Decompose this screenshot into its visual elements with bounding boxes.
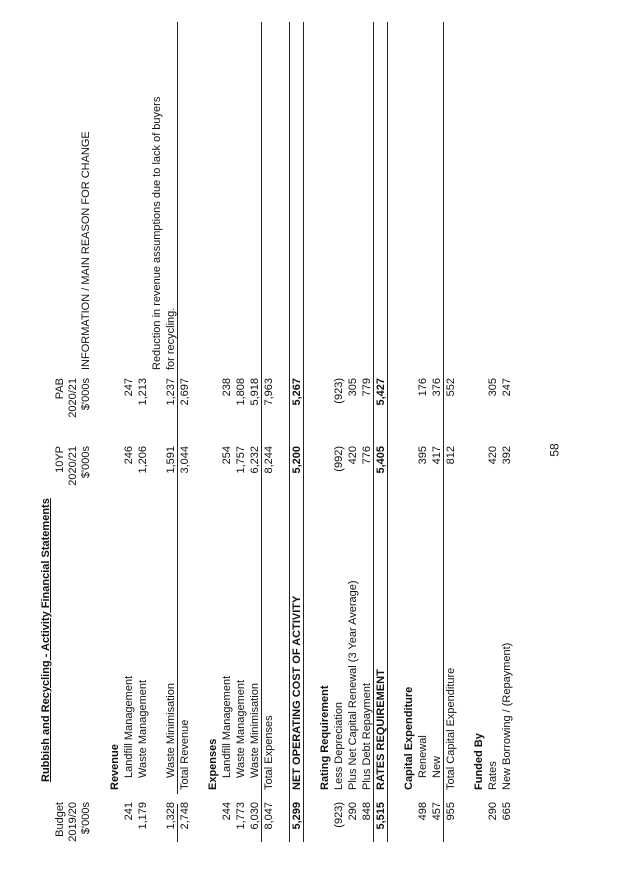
row-label: Total Capital Expenditure — [445, 667, 457, 790]
row-label: Revenue — [109, 744, 121, 790]
table-row — [332, 22, 346, 842]
pab-value: 2,697 — [179, 378, 191, 406]
header-budget-line3: $'000s — [80, 802, 92, 835]
rule-line — [289, 22, 290, 842]
budget-value: 8,047 — [263, 802, 275, 830]
rule-line — [261, 22, 262, 842]
10yp-value: 812 — [445, 446, 457, 465]
table-row — [430, 22, 444, 842]
table-row — [402, 22, 416, 842]
statement-title: Rubbish and Recycling - Activity Financial Statements — [40, 498, 52, 782]
pab-value: 176 — [417, 378, 429, 397]
budget-value: 244 — [221, 802, 233, 821]
row-label: RATES REQUIREMENT — [375, 669, 387, 790]
row-label: Landfill Management — [221, 675, 233, 778]
pab-value: (923) — [333, 378, 345, 404]
10yp-value: 420 — [347, 446, 359, 465]
row-label: Plus Net Capital Renewal (3 Year Average) — [347, 580, 359, 790]
row-label: Funded By — [473, 733, 485, 790]
10yp-value: 395 — [417, 446, 429, 465]
table-row — [346, 22, 360, 842]
rule-line — [177, 372, 178, 492]
table-row — [472, 22, 486, 842]
pab-value: 5,427 — [375, 378, 387, 406]
header-pab-line1: PAB — [54, 378, 66, 400]
budget-value: 290 — [347, 802, 359, 821]
budget-value: 241 — [123, 802, 135, 821]
row-label: Waste Minimisation — [249, 683, 261, 778]
budget-value: 498 — [417, 802, 429, 821]
header-10yp-line3: $'000s — [80, 446, 92, 479]
pab-value: 1,213 — [137, 378, 149, 406]
page-number: 58 — [547, 443, 562, 457]
budget-value: (923) — [333, 802, 345, 828]
table-row — [192, 22, 206, 842]
table-row — [276, 22, 290, 842]
10yp-value: 8,244 — [263, 446, 275, 474]
row-label: Landfill Management — [123, 675, 135, 778]
10yp-value: 1,591 — [165, 446, 177, 474]
pab-value: 305 — [347, 378, 359, 397]
pab-value: 376 — [431, 378, 443, 397]
change-note: for recycling. — [165, 307, 177, 370]
header-pab — [54, 378, 93, 424]
budget-value: 5,515 — [375, 802, 387, 830]
header-10yp — [54, 446, 93, 492]
rotated-statement — [40, 22, 580, 842]
table-row — [458, 22, 472, 842]
row-label: Renewal — [417, 735, 429, 778]
row-label: Waste Management — [235, 679, 247, 778]
table-row — [374, 22, 388, 842]
budget-value: 5,299 — [291, 802, 303, 830]
table-row — [416, 22, 430, 842]
row-label: New Borrowing / (Repayment) — [501, 642, 513, 790]
pab-value: 305 — [487, 378, 499, 397]
row-label: Rating Requirement — [319, 685, 331, 790]
table-row — [248, 22, 262, 842]
table-row — [234, 22, 248, 842]
10yp-value: 5,200 — [291, 446, 303, 474]
header-10yp-line1: 10YP — [54, 446, 66, 473]
table-row — [220, 22, 234, 842]
table-row — [304, 22, 318, 842]
row-label: Capital Expenditure — [403, 686, 415, 790]
row-label: Rates — [487, 761, 499, 790]
header-budget-line2: 2019/20 — [67, 802, 79, 842]
table-row — [262, 22, 276, 842]
10yp-value: 6,232 — [249, 446, 261, 474]
rule-line — [303, 22, 304, 842]
pab-value: 7,963 — [263, 378, 275, 406]
10yp-value: 246 — [123, 446, 135, 465]
10yp-value: 5,405 — [375, 446, 387, 474]
row-label: Total Expenses — [263, 715, 275, 790]
table-row — [318, 22, 332, 842]
rule-line — [177, 22, 178, 372]
budget-value: 848 — [361, 802, 373, 821]
row-label: Waste Management — [137, 679, 149, 778]
row-label: NET OPERATING COST OF ACTIVITY — [291, 595, 303, 790]
rule-line — [373, 22, 374, 842]
budget-value: 665 — [501, 802, 513, 821]
10yp-value: 776 — [361, 446, 373, 465]
10yp-value: 392 — [501, 446, 513, 465]
table-row — [164, 22, 178, 842]
budget-value: 2,748 — [179, 802, 191, 830]
table-row — [122, 22, 136, 842]
header-budget — [54, 802, 93, 842]
row-label: Waste Minimisation — [165, 683, 177, 778]
table-row — [108, 22, 122, 842]
rule-line — [177, 804, 178, 842]
pab-value: 238 — [221, 378, 233, 397]
10yp-value: 1,757 — [235, 446, 247, 474]
budget-value: 1,773 — [235, 802, 247, 830]
table-row — [136, 22, 150, 842]
table-row — [486, 22, 500, 842]
header-10yp-line2: 2020/21 — [67, 446, 79, 486]
budget-value: 457 — [431, 802, 443, 821]
pab-value: 5,918 — [249, 378, 261, 406]
table-row — [290, 22, 304, 842]
table-row — [444, 22, 458, 842]
pab-value: 1,237 — [165, 378, 177, 406]
pab-value: 247 — [501, 378, 513, 397]
header-information: INFORMATION / MAIN REASON FOR CHANGE — [80, 131, 92, 370]
10yp-value: 1,206 — [137, 446, 149, 474]
budget-value: 290 — [487, 802, 499, 821]
10yp-value: (992) — [333, 446, 345, 472]
budget-value: 1,328 — [165, 802, 177, 830]
budget-value: 1,179 — [137, 802, 149, 830]
10yp-value: 254 — [221, 446, 233, 465]
table-row — [150, 22, 164, 842]
10yp-value: 3,044 — [179, 446, 191, 474]
10yp-value: 420 — [487, 446, 499, 465]
budget-value: 955 — [445, 802, 457, 821]
pab-value: 779 — [361, 378, 373, 397]
rule-line — [177, 492, 178, 794]
pab-value: 5,267 — [291, 378, 303, 406]
10yp-value: 417 — [431, 446, 443, 465]
row-label: Plus Debt Repayment — [361, 683, 373, 790]
row-label: Expenses — [207, 738, 219, 790]
table-row — [360, 22, 374, 842]
row-label: New — [431, 755, 443, 778]
table-row — [178, 22, 192, 842]
row-label: Total Revenue — [179, 719, 191, 790]
rule-line — [443, 22, 444, 842]
header-pab-line2: 2020/21 — [67, 378, 79, 418]
pab-value: 1,808 — [235, 378, 247, 406]
table-row — [206, 22, 220, 842]
table-row — [500, 22, 514, 842]
pab-value: 552 — [445, 378, 457, 397]
table-row — [388, 22, 402, 842]
row-label: Less Depreciation — [333, 701, 345, 790]
change-note: Reduction in revenue assumptions due to lack of buyers — [151, 96, 163, 370]
budget-value: 6,030 — [249, 802, 261, 830]
pab-value: 247 — [123, 378, 135, 397]
rule-line — [387, 22, 388, 842]
header-budget-line1: Budget — [54, 802, 66, 837]
header-pab-line3: $'000s — [80, 378, 92, 411]
